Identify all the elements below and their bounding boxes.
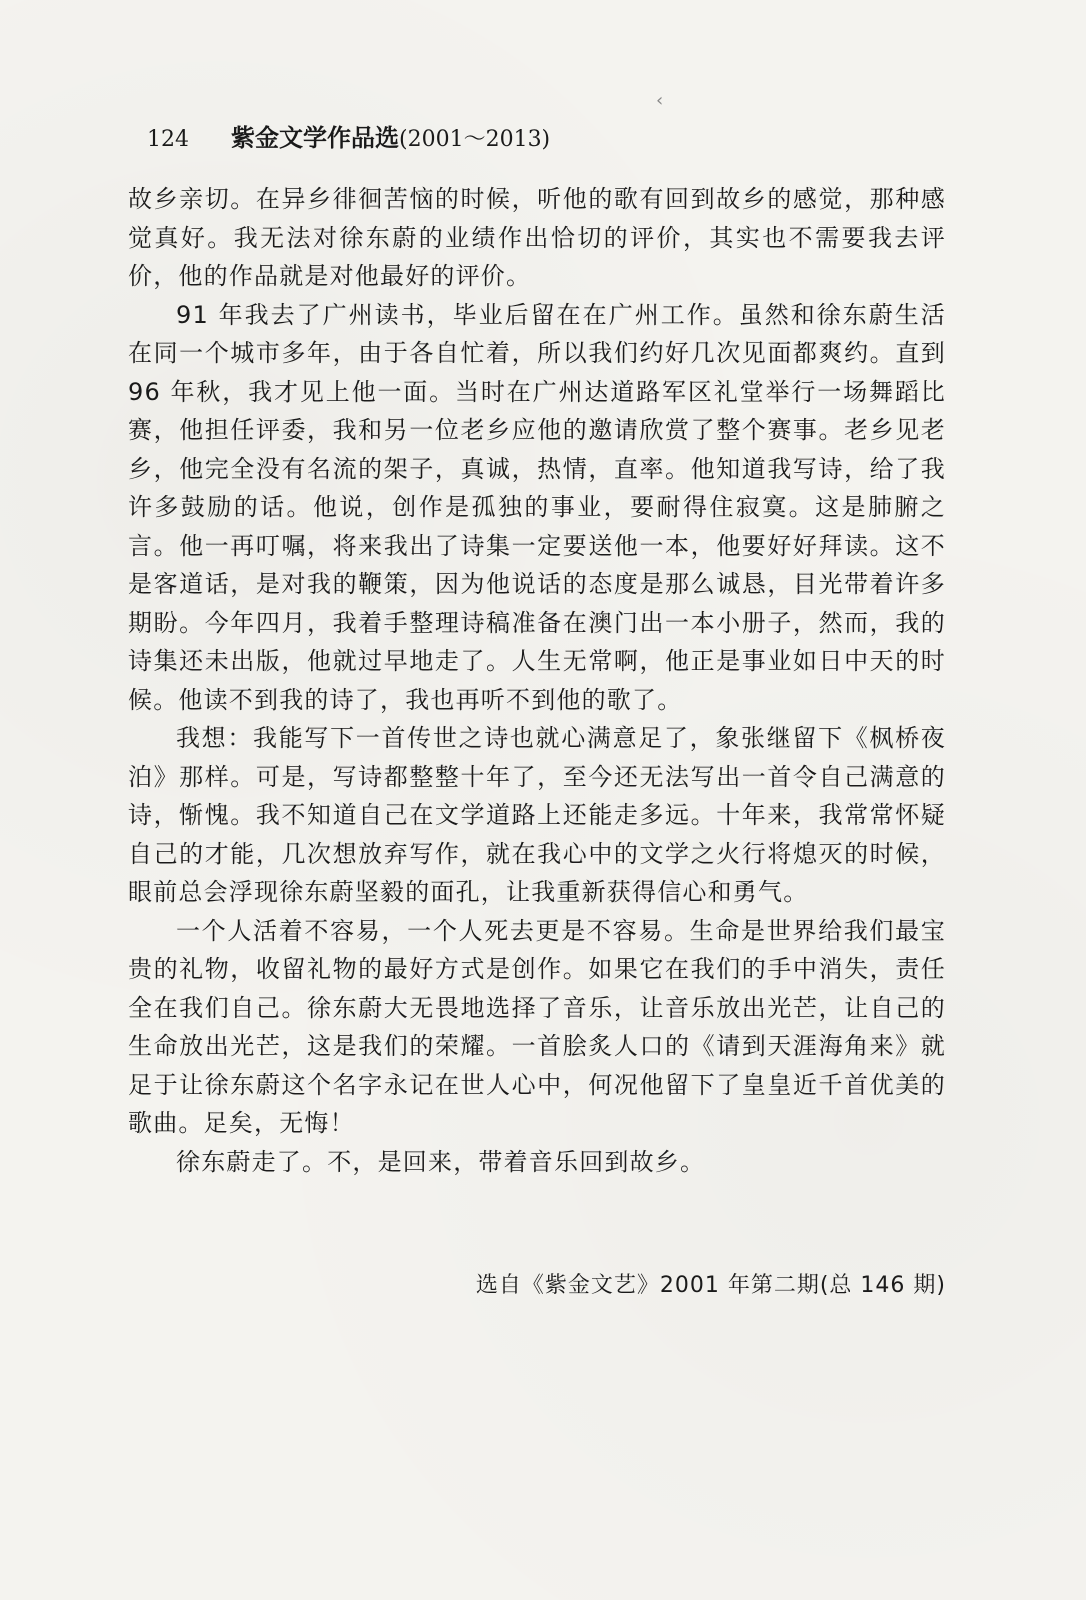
paragraph-continued: 故乡亲切。在异乡徘徊苦恼的时候，听他的歌有回到故乡的感觉，那种感觉真好。我无法对徐东蔚的业绩作出恰切的评价，其实也不需要我去评价，他的作品就是对他最好的评价。	[128, 185, 946, 290]
book-years: (2001～2013)	[399, 127, 551, 152]
paragraph: 一个人活着不容易，一个人死去更是不容易。生命是世界给我们最宝贵的礼物，收留礼物的最好方式是创作。如果它在我们的手中消失，责任全在我们自己。徐东蔚大无畏地选择了音乐，让音乐放出光芒，让自己的生命放出光芒，这是我们的荣耀。一首脍炙人口的《请到天涯海角来》就足于让徐东蔚这个名字永记在世人心中，何况他留下了皇皇近千首优美的歌曲。足矣，无悔！	[128, 916, 946, 1137]
paragraph: 徐东蔚走了。不，是回来，带着音乐回到故乡。	[176, 1147, 706, 1176]
page-number: 124	[147, 127, 189, 152]
paragraph: 我想：我能写下一首传世之诗也就心满意足了，象张继留下《枫桥夜泊》那样。可是，写诗都整整十年了，至今还无法写出一首令自己满意的诗，惭愧。我不知道自己在文学道路上还能走多远。十年来，我常常怀疑自己的才能，几次想放弃写作，就在我心中的文学之火行将熄灭的时候，眼前总会浮现徐东蔚坚毅的面孔，让我重新获得信心和勇气。	[128, 724, 946, 906]
book-title: 紫金文学作品选	[231, 124, 399, 152]
source-citation: 选自《紫金文艺》2001 年第二期(总 146 期)	[475, 1273, 946, 1298]
paragraph: 91 年我去了广州读书，毕业后留在在广州工作。虽然和徐东蔚生活在同一个城市多年，由于各自忙着，所以我们约好几次见面都爽约。直到 96 年秋，我才见上他一面。当时在广州达道路军区礼堂举行一场舞蹈比赛，他担任评委，我和另一位老乡应他的邀请欣赏了整个赛事。老乡见老乡，他完全没有名流的架子，真诚，热情，直率。他知道我写诗，给了我许多鼓励的话。他说，创作是孤独的事业，要耐得住寂寞。这是肺腑之言。他一再叮嘱，将来我出了诗集一定要送他一本，他要好好拜读。这不是客道话，是对我的鞭策，因为他说话的态度是那么诚恳，目光带着许多期盼。今年四月，我着手整理诗稿准备在澳门出一本小册子，然而，我的诗集还未出版，他就过早地走了。人生无常啊，他正是事业如日中天的时候。他读不到我的诗了，我也再听不到他的歌了。	[128, 300, 946, 714]
scan-mark: ‹	[656, 90, 664, 111]
article-body	[128, 180, 946, 1181]
running-header	[147, 118, 550, 158]
